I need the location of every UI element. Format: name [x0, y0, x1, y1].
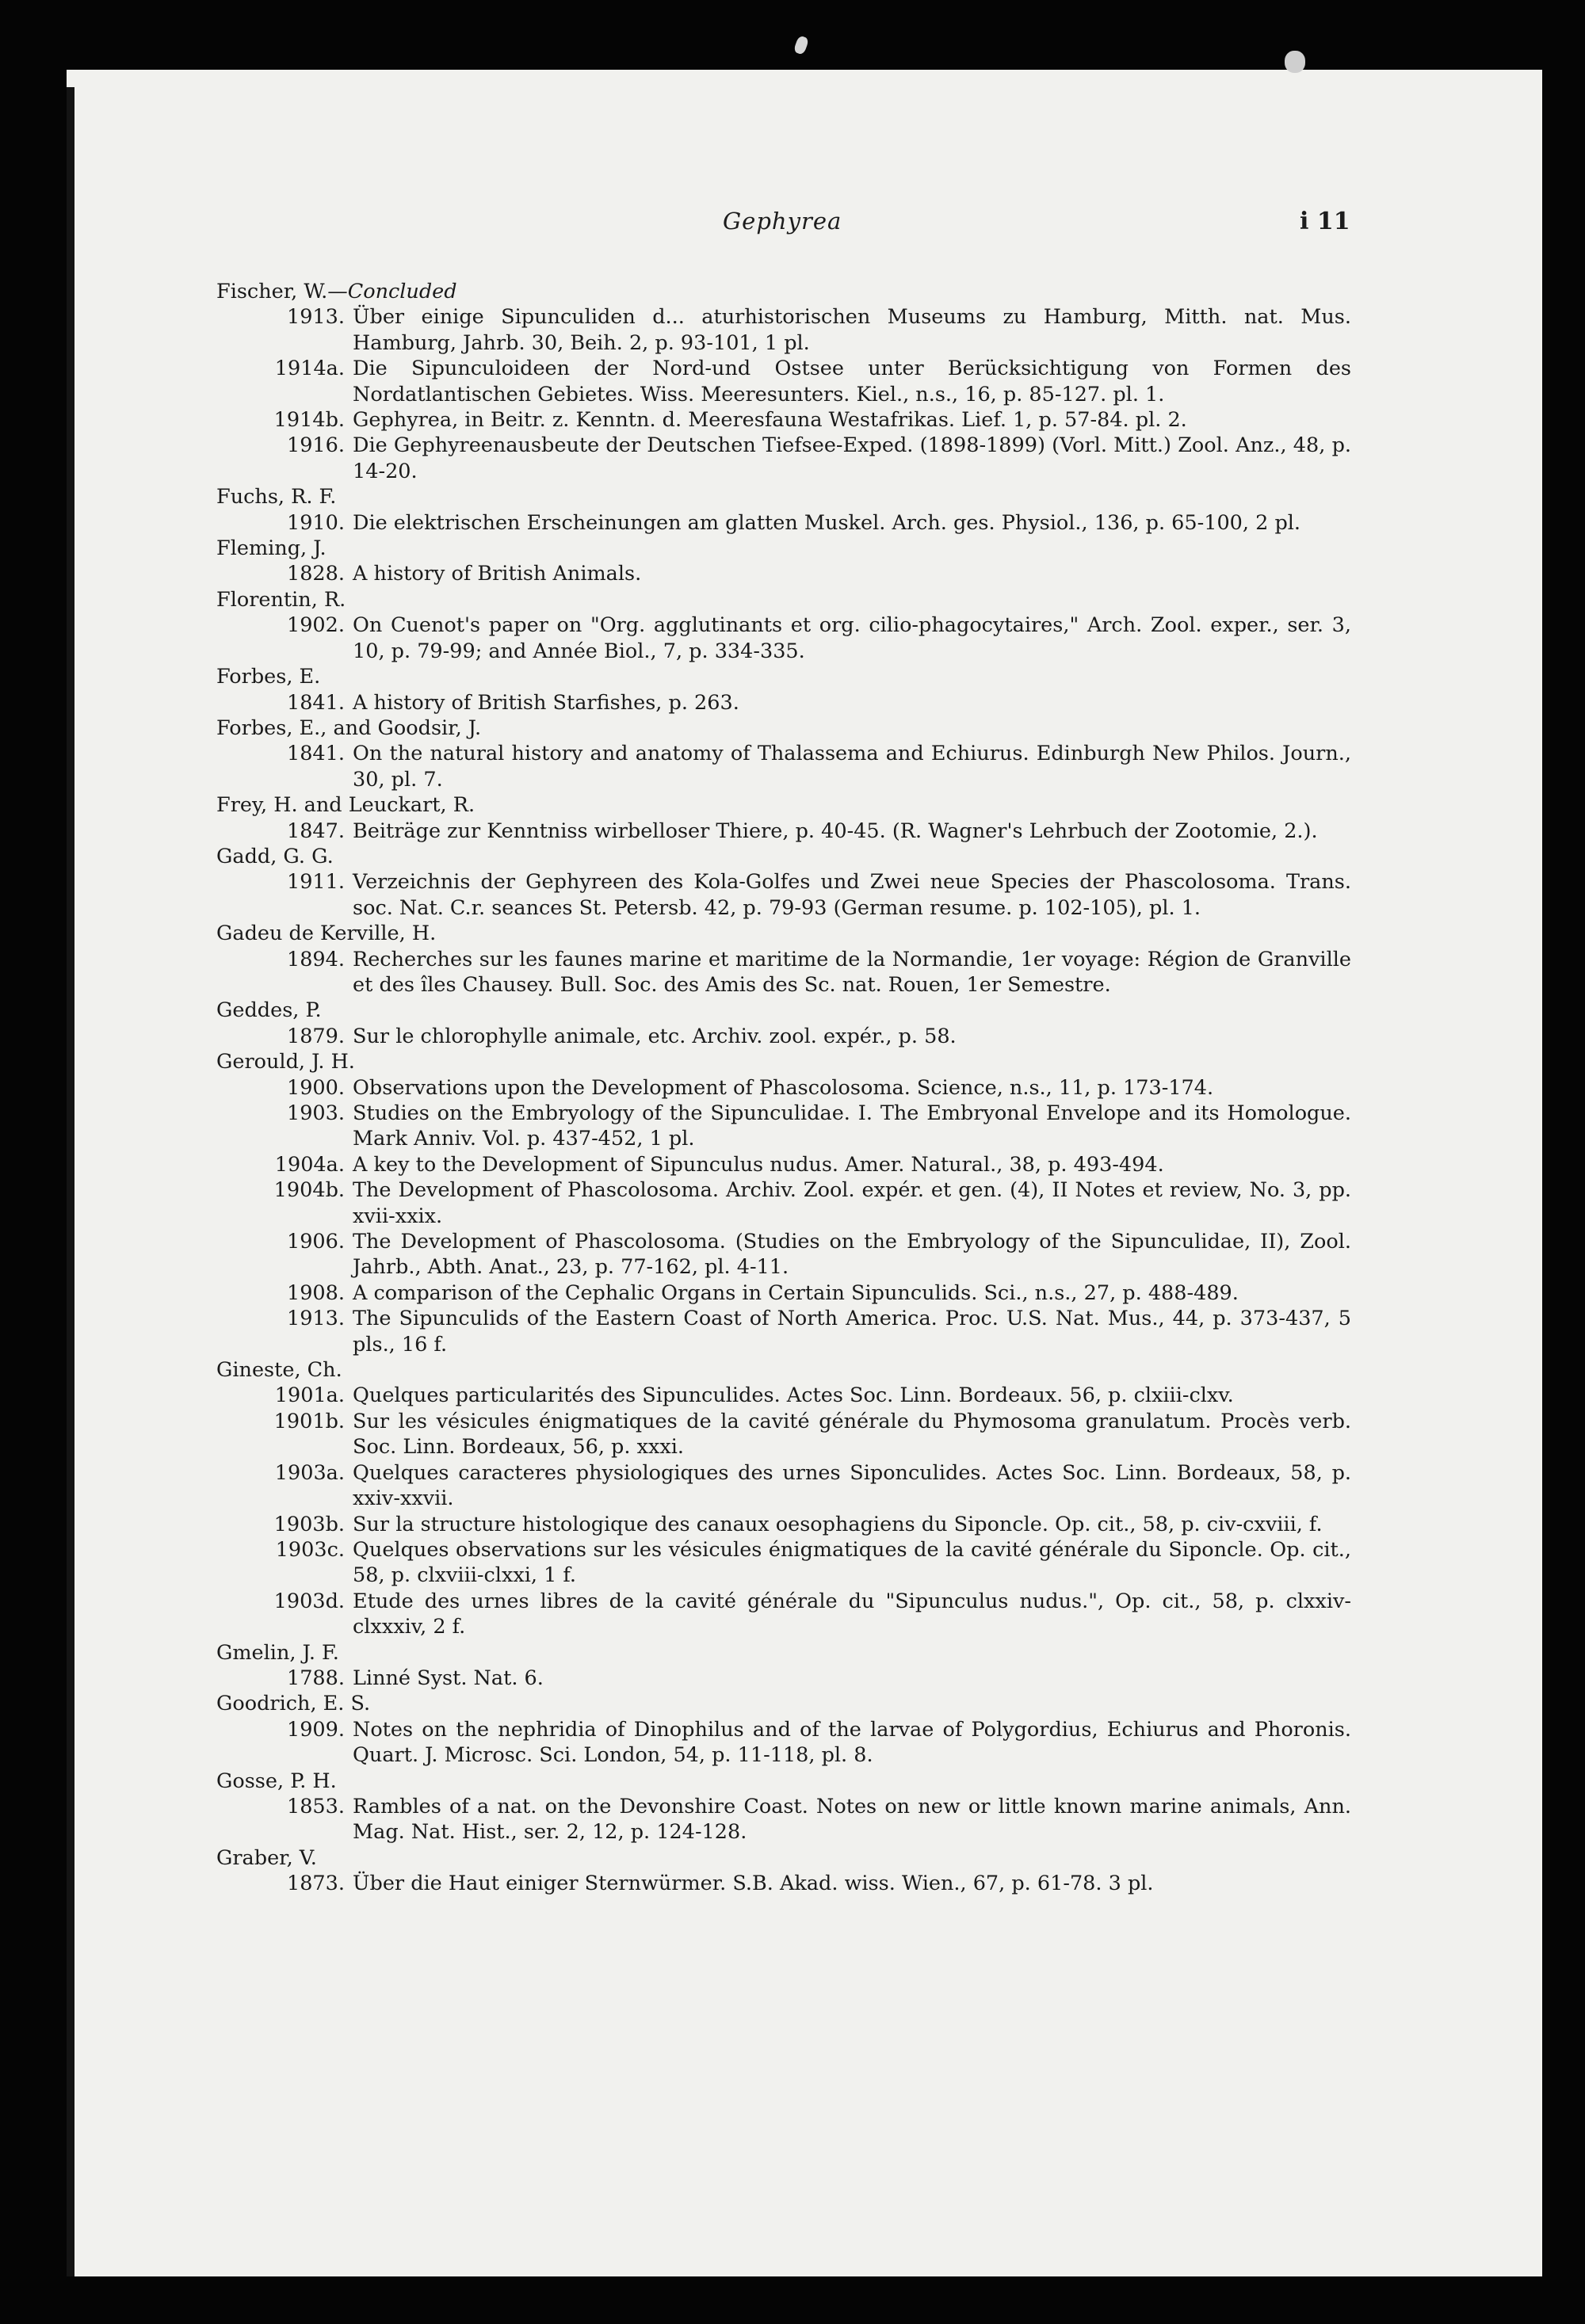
- reference-year: 1879.: [286, 1024, 345, 1048]
- author-heading: [210, 536, 1351, 561]
- author-name: Geddes, P.: [216, 998, 322, 1023]
- reference-text: Quelques caracteres physiologiques des urnes Siponculides. Actes Soc. Linn. Bordeaux, 58, p. xxiv-xxvii.: [353, 1460, 1351, 1511]
- reference-year: 1828.: [286, 562, 345, 586]
- author-name: Gosse, P. H.: [216, 1769, 337, 1793]
- author-name: Fleming, J.: [216, 536, 327, 561]
- reference-year: 1913.: [286, 305, 345, 330]
- reference-text: Über die Haut einiger Sternwürmer. S.B. Akad. wiss. Wien., 67, p. 61-78. 3 pl.: [353, 1872, 1154, 1896]
- reference-year: 1853.: [286, 1794, 345, 1818]
- author-heading: [210, 1640, 1351, 1666]
- reference-year: 1903a.: [274, 1460, 345, 1485]
- author-heading: [210, 844, 1351, 869]
- reference-text: Sur le chlorophylle animale, etc. Archiv. zool. expér., p. 58.: [353, 1024, 957, 1048]
- reference-text: Die Gephyreenausbeute der Deutschen Tiefsee-Exped. (1898-1899) (Vorl. Mitt.) Zool. Anz., 48, p. 14-20.: [353, 433, 1351, 483]
- reference-entry: [210, 1512, 1351, 1537]
- reference-text: On Cuenot's paper on "Org. agglutinants et org. cilio-phagocytaires," Arch. Zool. exper., ser. 3, 10, p. 79-99; and Année Biol., 7, p. 334-335.: [353, 613, 1351, 663]
- reference-text: A history of British Animals.: [353, 562, 642, 586]
- author-heading: [210, 998, 1351, 1023]
- reference-entry: [210, 690, 1351, 716]
- author-heading: [210, 1357, 1351, 1383]
- author-name: Gadeu de Kerville, H.: [216, 922, 437, 946]
- reference-entry: [210, 1409, 1351, 1460]
- reference-year: 1901a.: [274, 1383, 345, 1408]
- reference-entry: [210, 407, 1351, 433]
- reference-text: Observations upon the Development of Phascolosoma. Science, n.s., 11, p. 173-174.: [353, 1075, 1214, 1100]
- reference-entry: [210, 1280, 1351, 1306]
- reference-entry: [210, 561, 1351, 586]
- reference-year: 1788.: [286, 1666, 345, 1690]
- author-name: Fuchs, R. F.: [216, 485, 337, 509]
- reference-text: Recherches sur les faunes marine et maritime de la Normandie, 1er voyage: Région de Granville et des îles Chausey. Bull. Soc. des Amis des Sc. nat. Rouen, 1er Semestre.: [353, 947, 1351, 997]
- reference-year: 1908.: [286, 1280, 345, 1305]
- page-header: [0, 208, 1585, 255]
- reference-year: 1901b.: [273, 1409, 345, 1433]
- reference-entry: [210, 1537, 1351, 1589]
- reference-year: 1894.: [286, 947, 345, 971]
- author-heading: [210, 716, 1351, 741]
- running-title: Gephyrea: [723, 208, 842, 235]
- reference-year: 1914b.: [273, 408, 345, 433]
- reference-entry: [210, 612, 1351, 664]
- reference-entry: [210, 1075, 1351, 1101]
- author-name: Gerould, J. H.: [216, 1050, 355, 1074]
- reference-text: Etude des urnes libres de la cavité générale du "Sipunculus nudus.", Op. cit., 58, p. clxxiv-clxxxiv, 2 f.: [353, 1589, 1351, 1639]
- author-name: Forbes, E.: [216, 665, 321, 689]
- reference-year: 1910.: [286, 510, 345, 535]
- author-name: Frey, H. and Leuckart, R.: [216, 793, 476, 818]
- reference-entry: [210, 510, 1351, 536]
- reference-year: 1903b.: [273, 1512, 345, 1536]
- reference-year: 1841.: [286, 742, 345, 766]
- reference-year: 1904a.: [274, 1152, 345, 1177]
- author-heading: [210, 1845, 1351, 1871]
- reference-entry: [210, 1666, 1351, 1691]
- reference-text: On the natural history and anatomy of Thalassema and Echiurus. Edinburgh New Philos. Journ., 30, pl. 7.: [353, 742, 1351, 792]
- reference-text: Die Sipunculoideen der Nord-und Ostsee unter Berücksichtigung von Formen des Nordatlantischen Gebietes. Wiss. Meeresunters. Kiel., n.s., 16, p. 85-127. pl. 1.: [353, 357, 1351, 406]
- bibliography-list: [210, 279, 1351, 1897]
- author-heading: [210, 1049, 1351, 1074]
- reference-text: A key to the Development of Sipunculus nudus. Amer. Natural., 38, p. 493-494.: [353, 1152, 1164, 1177]
- reference-entry: [210, 1589, 1351, 1640]
- author-heading: [210, 664, 1351, 689]
- author-heading: [210, 1691, 1351, 1716]
- reference-year: 1903.: [286, 1101, 345, 1125]
- author-name: Florentin, R.: [216, 587, 346, 612]
- reference-text: Notes on the nephridia of Dinophilus and of the larvae of Polygordius, Echiurus and Phoronis. Quart. J. Microsc. Sci. London, 54, p. 11-118, pl. 8.: [353, 1717, 1351, 1768]
- reference-entry: [210, 1101, 1351, 1152]
- author-heading: [210, 921, 1351, 946]
- reference-text: Sur les vésicules énigmatiques de la cavité générale du Phymosoma granulatum. Procès verb. Soc. Linn. Bordeaux, 56, p. xxxi.: [353, 1409, 1351, 1460]
- reference-entry: [210, 1717, 1351, 1769]
- reference-year: 1847.: [286, 819, 345, 843]
- reference-entry: [210, 741, 1351, 792]
- page-number: i 11: [1300, 208, 1350, 235]
- reference-entry: [210, 1460, 1351, 1512]
- reference-entry: [210, 1794, 1351, 1845]
- reference-year: 1900.: [286, 1075, 345, 1100]
- reference-year: 1841.: [286, 690, 345, 715]
- reference-text: Quelques particularités des Sipunculides. Actes Soc. Linn. Bordeaux. 56, p. clxiii-clxv.: [353, 1383, 1234, 1408]
- reference-text: A history of British Starfishes, p. 263.: [353, 690, 739, 715]
- author-name: Forbes, E., and Goodsir, J.: [216, 716, 482, 740]
- reference-text: A comparison of the Cephalic Organs in Certain Sipunculids. Sci., n.s., 27, p. 488-489.: [353, 1280, 1239, 1305]
- author-name: Gineste, Ch.: [216, 1358, 342, 1383]
- reference-text: Die elektrischen Erscheinungen am glatten Muskel. Arch. ges. Physiol., 136, p. 65-100, 2 pl.: [353, 510, 1301, 535]
- author-name: Graber, V.: [216, 1845, 317, 1870]
- reference-text: The Development of Phascolosoma. Archiv. Zool. expér. et gen. (4), II Notes et review, No. 3, pp. xvii-xxix.: [353, 1178, 1351, 1228]
- reference-text: Beiträge zur Kenntniss wirbelloser Thiere, p. 40-45. (R. Wagner's Lehrbuch der Zootomie, 2.).: [353, 819, 1318, 843]
- reference-text: Gephyrea, in Beitr. z. Kenntn. d. Meeresfauna Westafrikas. Lief. 1, p. 57-84. pl. 2.: [353, 408, 1187, 433]
- reference-text: Sur la structure histologique des canaux oesophagiens du Siponcle. Op. cit., 58, p. civ-cxviii, f.: [353, 1512, 1323, 1536]
- scan-speck: [1285, 51, 1305, 73]
- reference-year: 1914a.: [274, 357, 345, 381]
- author-heading: [210, 1769, 1351, 1794]
- reference-entry: [210, 433, 1351, 484]
- reference-entry: [210, 819, 1351, 844]
- reference-year: 1873.: [286, 1872, 345, 1896]
- author-name: Goodrich, E. S.: [216, 1692, 371, 1716]
- continued-note: —Concluded: [327, 280, 457, 303]
- author-name: Fischer, W.: [216, 280, 328, 303]
- reference-year: 1911.: [286, 870, 345, 895]
- reference-entry: [210, 356, 1351, 407]
- reference-year: 1903c.: [275, 1537, 345, 1562]
- reference-year: 1903d.: [273, 1589, 345, 1613]
- reference-entry: [210, 1383, 1351, 1408]
- reference-year: 1916.: [286, 433, 345, 458]
- reference-entry: [210, 1152, 1351, 1177]
- reference-year: 1909.: [286, 1717, 345, 1742]
- reference-entry: [210, 869, 1351, 921]
- author-heading: [210, 279, 1351, 304]
- reference-text: Verzeichnis der Gephyreen des Kola-Golfes und Zwei neue Species der Phascolosoma. Trans. soc. Nat. C.r. seances St. Petersb. 42, p. 79-93 (German resume. p. 102-105), pl. 1.: [353, 870, 1351, 920]
- reference-entry: [210, 1229, 1351, 1280]
- reference-year: 1913.: [286, 1307, 345, 1331]
- reference-entry: [210, 1306, 1351, 1357]
- author-heading: [210, 587, 1351, 612]
- reference-year: 1906.: [286, 1230, 345, 1254]
- reference-entry: [210, 1871, 1351, 1896]
- author-heading: [210, 792, 1351, 818]
- reference-entry: [210, 304, 1351, 356]
- reference-entry: [210, 947, 1351, 998]
- reference-text: The Development of Phascolosoma. (Studies on the Embryology of the Sipunculidae, II), Zool. Jahrb., Abth. Anat., 23, p. 77-162, pl. 4-11.: [353, 1230, 1351, 1280]
- reference-year: 1904b.: [273, 1178, 345, 1203]
- author-name: Gadd, G. G.: [216, 844, 334, 868]
- reference-text: Quelques observations sur les vésicules énigmatiques de la cavité générale du Siponcle. Op. cit., 58, p. clxviii-clxxi, 1 f.: [353, 1537, 1351, 1588]
- reference-text: Linné Syst. Nat. 6.: [353, 1666, 544, 1690]
- reference-entry: [210, 1177, 1351, 1229]
- reference-text: Studies on the Embryology of the Sipunculidae. I. The Embryonal Envelope and its Homologue. Mark Anniv. Vol. p. 437-452, 1 pl.: [353, 1101, 1351, 1151]
- reference-text: Rambles of a nat. on the Devonshire Coast. Notes on new or little known marine animals, Ann. Mag. Nat. Hist., ser. 2, 12, p. 124-128.: [353, 1794, 1351, 1845]
- scan-speck: [793, 35, 810, 55]
- reference-text: Über einige Sipunculiden d... aturhistorischen Museums zu Hamburg, Mitth. nat. Mus. Hamburg, Jahrb. 30, Beih. 2, p. 93-101, 1 pl.: [353, 305, 1351, 355]
- author-heading: [210, 484, 1351, 509]
- author-name: Gmelin, J. F.: [216, 1640, 339, 1665]
- page-edge-shadow: [67, 87, 74, 2276]
- reference-text: The Sipunculids of the Eastern Coast of North America. Proc. U.S. Nat. Mus., 44, p. 373-437, 5 pls., 16 f.: [353, 1307, 1351, 1357]
- reference-year: 1902.: [286, 613, 345, 638]
- reference-entry: [210, 1024, 1351, 1049]
